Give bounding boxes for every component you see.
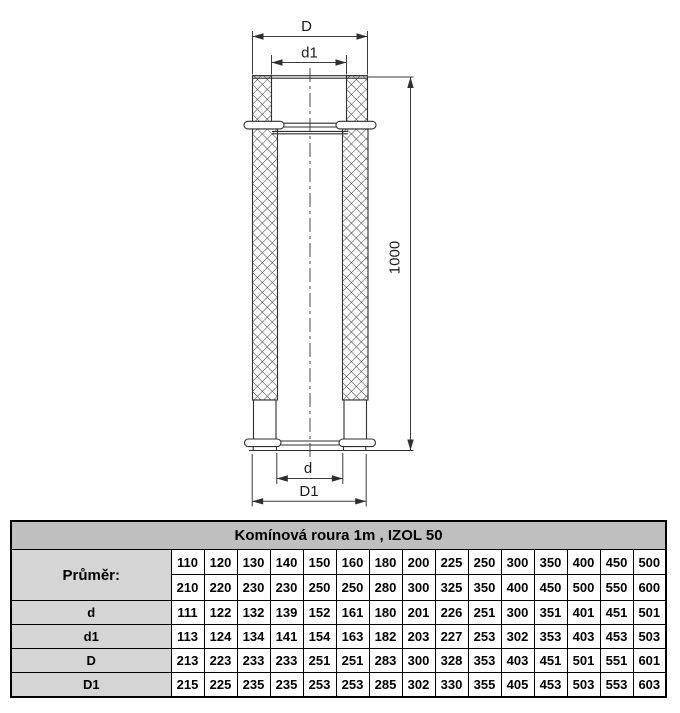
table-title-row (11, 521, 666, 550)
dimension-value-cell: 250 (303, 575, 336, 601)
dimension-value-cell: 220 (204, 575, 237, 601)
dim-label-1000: 1000 (386, 240, 404, 275)
dimension-value-cell: 451 (600, 601, 633, 625)
dimension-value-cell: 285 (369, 673, 402, 697)
dimension-value-cell: 251 (336, 649, 369, 673)
male-end-wall-right (344, 400, 367, 440)
table-title: Komínová roura 1m , IZOL 50 (11, 521, 666, 550)
dimension-value-cell: 122 (204, 601, 237, 625)
dimension-value-cell: 300 (501, 601, 534, 625)
dimension-value-cell: 250 (468, 550, 501, 575)
table-row-D1 (11, 673, 666, 697)
dimension-value-cell: 500 (633, 550, 666, 575)
dimension-value-cell: 400 (567, 550, 600, 575)
dimension-value-cell: 225 (435, 550, 468, 575)
dimension-value-cell: 154 (303, 625, 336, 649)
dimension-value-cell: 163 (336, 625, 369, 649)
dimension-value-cell: 210 (171, 575, 204, 601)
dimension-value-cell: 180 (369, 550, 402, 575)
dimension-value-cell: 235 (237, 673, 270, 697)
dimension-value-cell: 150 (303, 550, 336, 575)
dimension-value-cell: 182 (369, 625, 402, 649)
dimension-value-cell: 235 (270, 673, 303, 697)
dimension-value-cell: 503 (633, 625, 666, 649)
dimension-value-cell: 302 (402, 673, 435, 697)
dimension-value-cell: 280 (369, 575, 402, 601)
dimension-value-cell: 601 (633, 649, 666, 673)
top-bead-right (336, 121, 376, 129)
dimension-value-cell: 403 (567, 625, 600, 649)
dimension-value-cell: 223 (204, 649, 237, 673)
dimension-length-1000 (368, 77, 414, 451)
dimension-value-cell: 300 (402, 575, 435, 601)
dimension-value-cell: 405 (501, 673, 534, 697)
dimension-value-cell: 501 (567, 649, 600, 673)
dimension-value-cell: 253 (303, 673, 336, 697)
row-label-D: D (11, 649, 171, 673)
dimension-value-cell: 553 (600, 673, 633, 697)
dimension-value-cell: 353 (534, 625, 567, 649)
dimension-value-cell: 283 (369, 649, 402, 673)
dimension-value-cell: 140 (270, 550, 303, 575)
dimension-value-cell: 550 (600, 575, 633, 601)
dimension-value-cell: 453 (600, 625, 633, 649)
row-label-d: d (11, 601, 171, 625)
bottom-bead-left (245, 439, 282, 447)
dimension-value-cell: 551 (600, 649, 633, 673)
bottom-bead-right (339, 439, 376, 447)
dimension-value-cell: 180 (369, 601, 402, 625)
dimension-value-cell: 503 (567, 673, 600, 697)
dimension-value-cell: 603 (633, 673, 666, 697)
dimension-value-cell: 400 (501, 575, 534, 601)
dimension-value-cell: 451 (534, 649, 567, 673)
dimension-value-cell: 250 (336, 575, 369, 601)
dimension-value-cell: 201 (402, 601, 435, 625)
dimension-value-cell: 200 (402, 550, 435, 575)
dimension-value-cell: 355 (468, 673, 501, 697)
socket-insulation-left (253, 76, 272, 122)
dimension-value-cell: 141 (270, 625, 303, 649)
dimension-value-cell: 501 (633, 601, 666, 625)
row-label-prumer: Průměr: (11, 550, 171, 601)
dimension-value-cell: 450 (600, 550, 633, 575)
dimension-value-cell: 120 (204, 550, 237, 575)
dimension-value-cell: 132 (237, 601, 270, 625)
dimension-value-cell: 233 (237, 649, 270, 673)
dimension-value-cell: 302 (501, 625, 534, 649)
dimension-value-cell: 213 (171, 649, 204, 673)
dimension-value-cell: 453 (534, 673, 567, 697)
dim-label-D: D (301, 18, 312, 35)
table-row-D (11, 649, 666, 673)
dimension-value-cell: 401 (567, 601, 600, 625)
row-label-d1: d1 (11, 625, 171, 649)
dimension-value-cell: 500 (567, 575, 600, 601)
dimension-value-cell: 161 (336, 601, 369, 625)
dimension-value-cell: 350 (468, 575, 501, 601)
dimension-value-cell: 227 (435, 625, 468, 649)
dimension-value-cell: 403 (501, 649, 534, 673)
dimension-value-cell: 300 (501, 550, 534, 575)
dimension-value-cell: 251 (303, 649, 336, 673)
dimension-value-cell: 225 (204, 673, 237, 697)
dimension-value-cell: 450 (534, 575, 567, 601)
dimension-value-cell: 253 (336, 673, 369, 697)
dimension-value-cell: 230 (270, 575, 303, 601)
dimension-value-cell: 152 (303, 601, 336, 625)
table-row-d1 (11, 625, 666, 649)
dimension-value-cell: 233 (270, 649, 303, 673)
dimension-value-cell: 124 (204, 625, 237, 649)
socket-insulation-right (347, 76, 368, 122)
dimension-value-cell: 325 (435, 575, 468, 601)
table-row-prumer-1 (11, 550, 666, 575)
dim-label-d1: d1 (301, 44, 318, 62)
dimension-value-cell: 350 (534, 550, 567, 575)
dimension-value-cell: 130 (237, 550, 270, 575)
table-row-d (11, 601, 666, 625)
dimension-value-cell: 226 (435, 601, 468, 625)
dimension-value-cell: 113 (171, 625, 204, 649)
dimension-value-cell: 215 (171, 673, 204, 697)
top-bead-left (244, 121, 284, 129)
dimension-value-cell: 600 (633, 575, 666, 601)
dimension-value-cell: 330 (435, 673, 468, 697)
dimension-value-cell: 111 (171, 601, 204, 625)
dimension-value-cell: 110 (171, 550, 204, 575)
row-label-D1: D1 (11, 673, 171, 697)
body-insulation-right (343, 129, 369, 400)
dimension-d (277, 453, 343, 484)
dimension-value-cell: 134 (237, 625, 270, 649)
male-end-wall-left (254, 400, 277, 440)
dimension-value-cell: 160 (336, 550, 369, 575)
dimension-value-cell: 251 (468, 601, 501, 625)
dim-label-d: d (303, 460, 313, 477)
dimension-value-cell: 203 (402, 625, 435, 649)
dimension-value-cell: 328 (435, 649, 468, 673)
dimension-value-cell: 353 (468, 649, 501, 673)
body-insulation-left (253, 129, 278, 400)
dimensions-table (10, 520, 667, 698)
dimension-value-cell: 139 (270, 601, 303, 625)
dimension-value-cell: 351 (534, 601, 567, 625)
dimension-value-cell: 253 (468, 625, 501, 649)
dimension-value-cell: 230 (237, 575, 270, 601)
dimension-d1 (272, 45, 347, 75)
dim-label-D1: D1 (299, 483, 319, 500)
dimension-value-cell: 300 (402, 649, 435, 673)
